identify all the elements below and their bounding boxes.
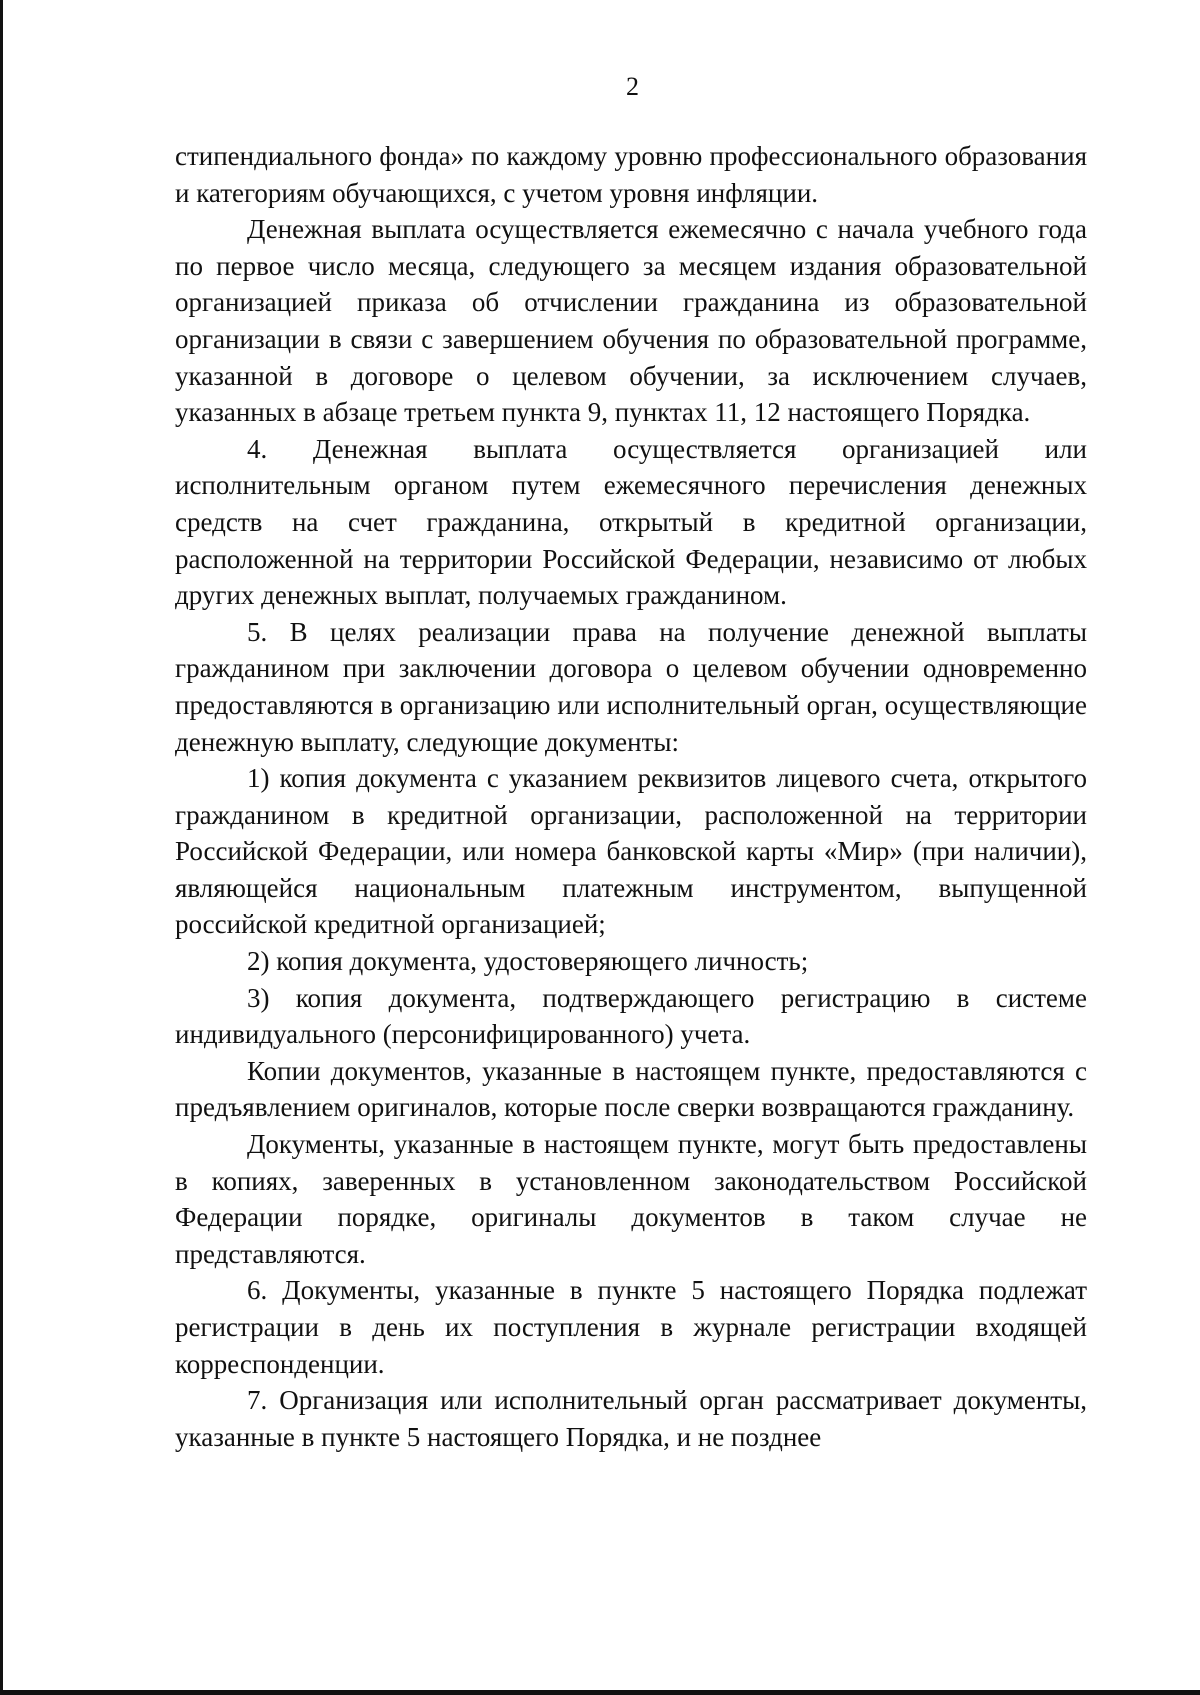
- list-item-3: 3) копия документа, подтверждающего регистрацию в системе индивидуального (персонифицированного) учета.: [175, 982, 1087, 1050]
- scan-edge-bottom: [0, 1690, 1200, 1695]
- paragraph-clause-5: 5. В целях реализации права на получение денежной выплаты гражданином при заключении договора о целевом обучении одновременно предоставляются в организацию или исполнительный орган, осуществляющие денежную выплату, следующие документы:: [175, 616, 1087, 757]
- page-number: 2: [626, 72, 639, 101]
- list-item-2: 2) копия документа, удостоверяющего личность;: [247, 946, 809, 977]
- list-item-1: 1) копия документа с указанием реквизитов лицевого счета, открытого гражданином в кредитной организации, расположенной на территории Российской Федерации, или номера банковской карты «Мир» (при наличии), являющейся национальным платежным инструментом, выпущенной российской кредитной организацией;: [175, 763, 1087, 940]
- paragraph-payment-period: Денежная выплата осуществляется ежемесячно с начала учебного года по первое число месяца, следующего за месяцем издания образовательной организацией приказа об отчислении гражданина из образовательной организации в связи с завершением обучения по образовательной программе, указанной в договоре о целевом обучении, за исключением случаев, указанных в абзаце третьем пункта 9, пунктах 11, 12 настоящего Порядка.: [175, 214, 1087, 428]
- paragraph-continuation: стипендиального фонда» по каждому уровню профессионального образования и категориям обучающихся, с учетом уровня инфляции.: [175, 141, 1087, 208]
- document-body: [175, 138, 1087, 1455]
- paragraph-clause-4: 4. Денежная выплата осуществляется организацией или исполнительным органом путем ежемесячного перечисления денежных средств на счет гражданина, открытый в кредитной организации, расположенной на территории Российской Федерации, независимо от любых других денежных выплат, получаемых гражданином.: [175, 433, 1087, 611]
- paragraph-certified-copies: Документы, указанные в настоящем пункте, могут быть предоставлены в копиях, заверенных в установленном законодательством Российской Федерации порядке, оригиналы документов в таком случае не представляются.: [175, 1129, 1087, 1269]
- paragraph-copies: Копии документов, указанные в настоящем пункте, предоставляются с предъявлением оригиналов, которые после сверки возвращаются гражданину.: [175, 1055, 1087, 1123]
- paragraph-clause-7: 7. Организация или исполнительный орган рассматривает документы, указанные в пункте 5 настоящего Порядка, и не позднее: [175, 1385, 1087, 1452]
- scan-edge-left: [0, 0, 3, 1695]
- paragraph-clause-6: 6. Документы, указанные в пункте 5 настоящего Порядка подлежат регистрации в день их поступления в журнале регистрации входящей корреспонденции.: [175, 1275, 1087, 1379]
